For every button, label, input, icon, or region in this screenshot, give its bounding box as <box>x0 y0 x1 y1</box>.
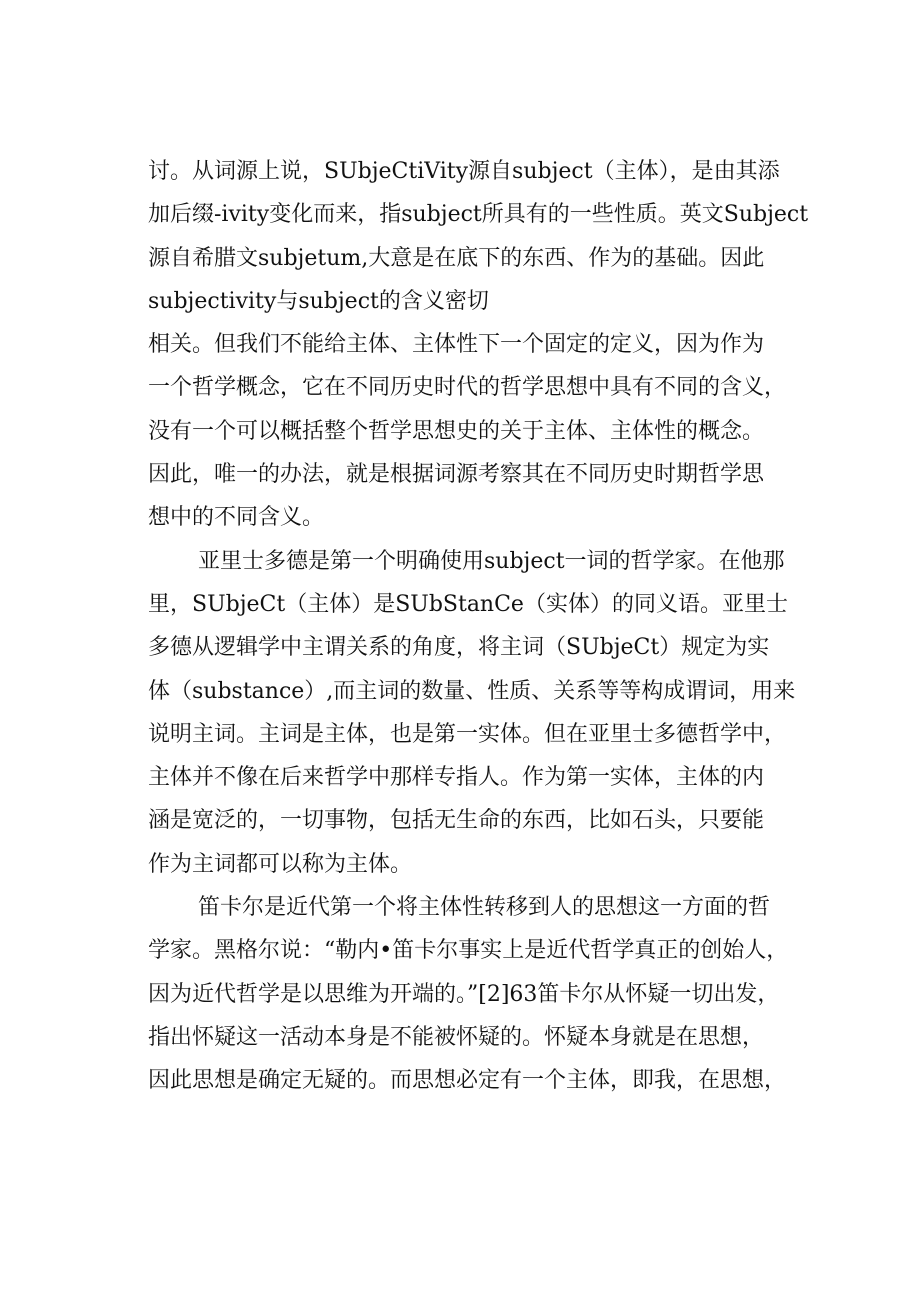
text-line: 作为主词都可以称为主体。 <box>148 851 413 877</box>
text-line: 相关。但我们不能给主体、主体性下一个固定的定义，因为作为 <box>148 332 765 358</box>
paragraph-start-line: 笛卡尔是近代第一个将主体性转移到人的思想这一方面的哲 <box>198 895 771 921</box>
text-line: 体（substance）,而主词的数量、性质、关系等等构成谓词，用来 <box>148 678 796 704</box>
text-line: 加后缀-ivity变化而来，指subject所具有的一些性质。英文Subject <box>148 202 809 228</box>
text-line: 多德从逻辑学中主谓关系的角度，将主词（SUbjeCt）规定为实 <box>148 635 770 661</box>
text-line: 想中的不同含义。 <box>148 505 325 531</box>
text-line: 讨。从词源上说，SUbjeCtiVity源自subject（主体），是由其添 <box>148 159 780 184</box>
text-line: 一个哲学概念，它在不同历史时代的哲学思想中具有不同的含义， <box>148 375 787 401</box>
text-line: 指出怀疑这一活动本身是不能被怀疑的。怀疑本身就是在思想， <box>148 1024 765 1050</box>
text-line: 涵是宽泛的，一切事物，包括无生命的东西，比如石头，只要能 <box>148 808 765 834</box>
text-line: 源自希腊文subjetum,大意是在底下的东西、作为的基础。因此 <box>148 245 765 271</box>
text-line: 没有一个可以概括整个哲学思想史的关于主体、主体性的概念。 <box>148 418 765 444</box>
text-line: 因此思想是确定无疑的。而思想必定有一个主体，即我，在思想， <box>148 1068 787 1094</box>
text-line: 因此，唯一的办法，就是根据词源考察其在不同历史时期哲学思 <box>148 462 765 488</box>
paragraph-start-line: 亚里士多德是第一个明确使用subject一词的哲学家。在他那 <box>198 548 785 574</box>
text-line: 说明主词。主词是主体，也是第一实体。但在亚里士多德哲学中， <box>148 721 787 747</box>
body-text <box>148 150 812 1103</box>
text-line: 主体并不像在后来哲学中那样专指人。作为第一实体，主体的内 <box>148 765 765 791</box>
text-line: 学家。黑格尔说：“勒内•笛卡尔事实上是近代哲学真正的创始人， <box>148 938 789 964</box>
text-line: subjectivity与subject的含义密切 <box>148 288 489 314</box>
text-line: 里，SUbjeCt（主体）是SUbStanCe（实体）的同义语。亚里士 <box>148 591 788 617</box>
text-line: 因为近代哲学是以思维为开端的。”[2]63笛卡尔从怀疑一切出发， <box>148 981 780 1007</box>
